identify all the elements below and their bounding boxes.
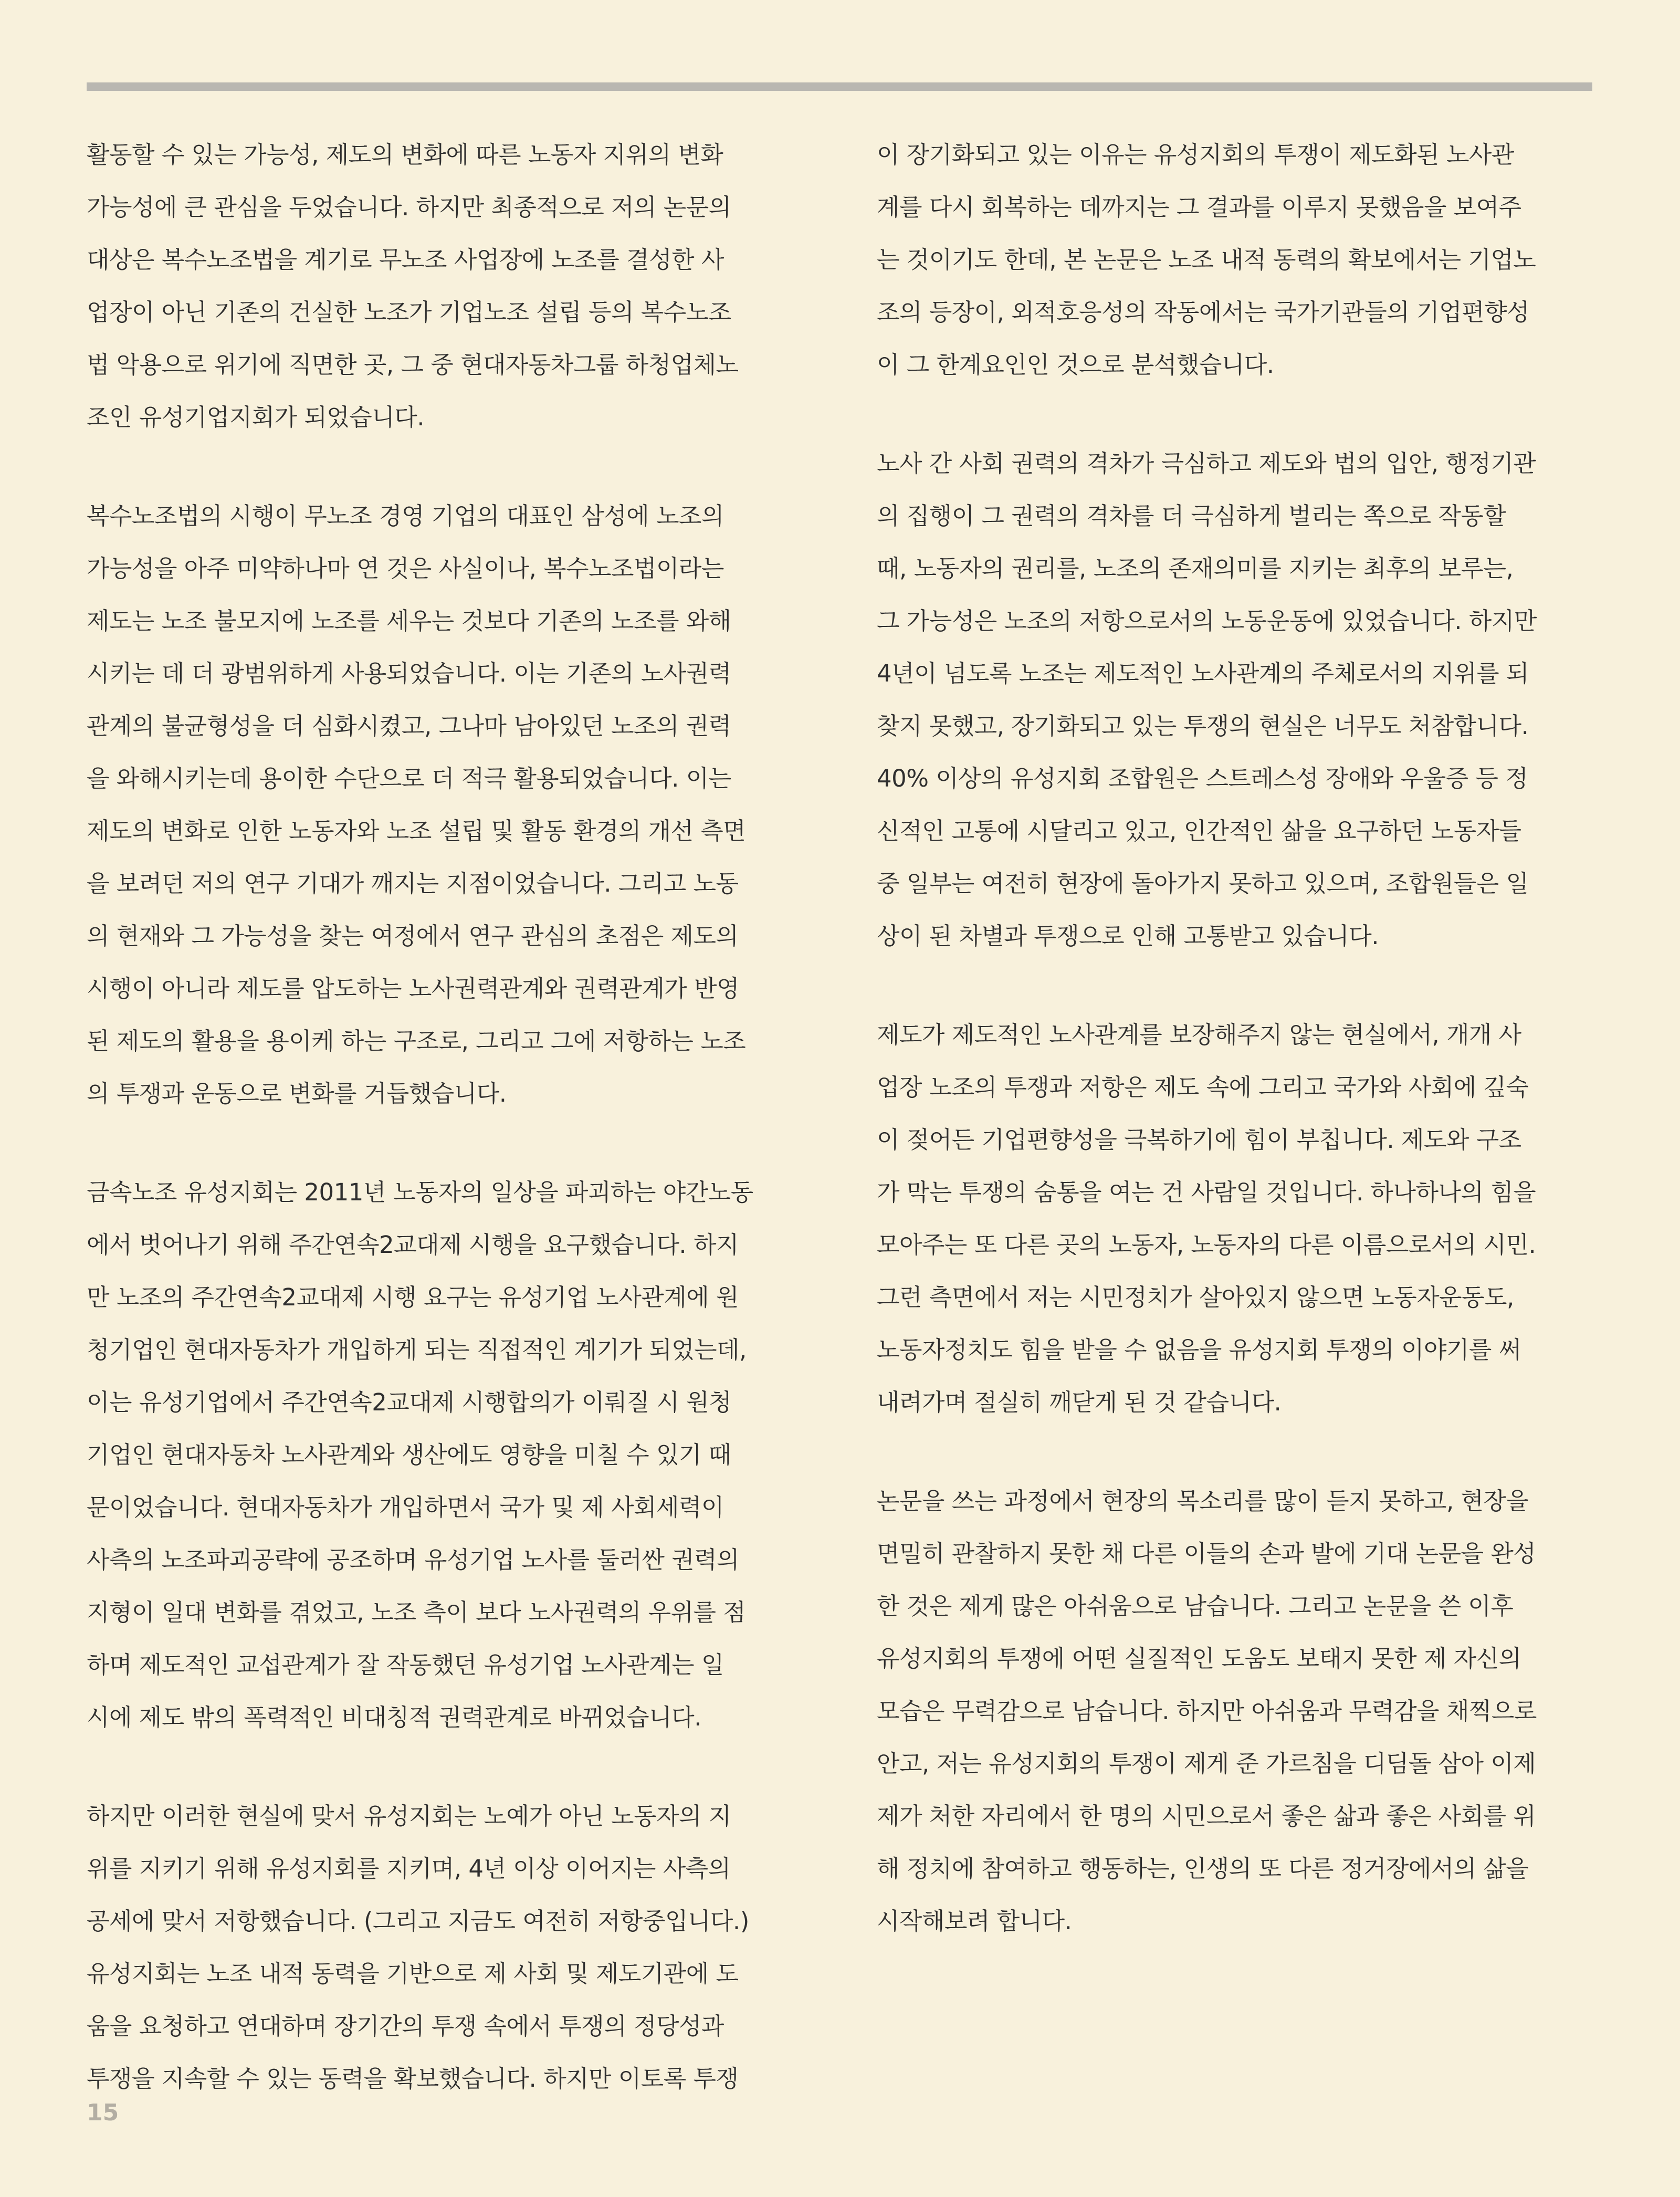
text-line: 논문을 쓰는 과정에서 현장의 목소리를 많이 듣지 못하고, 현장을 bbox=[877, 1487, 1529, 1515]
text-line: 대상은 복수노조법을 계기로 무노조 사업장에 노조를 결성한 사 bbox=[87, 246, 724, 274]
text-line: 의 현재와 그 가능성을 찾는 여정에서 연구 관심의 초점은 제도의 bbox=[87, 922, 739, 950]
text-line: 시작해보려 합니다. bbox=[877, 1907, 1072, 1935]
text-line: 업장 노조의 투쟁과 저항은 제도 속에 그리고 국가와 사회에 깊숙 bbox=[877, 1073, 1529, 1101]
paragraph bbox=[877, 129, 1596, 391]
text-line: 해 정치에 참여하고 행동하는, 인생의 또 다른 정거장에서의 삶을 bbox=[877, 1855, 1529, 1882]
text-line: 면밀히 관찰하지 못한 채 다른 이들의 손과 발에 기대 논문을 완성 bbox=[877, 1540, 1536, 1567]
paragraph bbox=[877, 1475, 1596, 1948]
text-line: 시에 제도 밖의 폭력적인 비대칭적 권력관계로 바뀌었습니다. bbox=[87, 1703, 701, 1731]
text-line: 이 젖어든 기업편향성을 극복하기에 힘이 부칩니다. 제도와 구조 bbox=[877, 1126, 1521, 1154]
text-line: 가능성을 아주 미약하나마 연 것은 사실이나, 복수노조법이라는 bbox=[87, 555, 724, 582]
text-line: 움을 요청하고 연대하며 장기간의 투쟁 속에서 투쟁의 정당성과 bbox=[87, 2012, 724, 2040]
text-line: 금속노조 유성지회는 2011년 노동자의 일상을 파괴하는 야간노동 bbox=[87, 1178, 753, 1206]
text-line: 업장이 아닌 기존의 건실한 노조가 기업노조 설립 등의 복수노조 bbox=[87, 298, 731, 326]
text-line: 가 막는 투쟁의 숨통을 여는 건 사람일 것입니다. 하나하나의 힘을 bbox=[877, 1178, 1536, 1206]
text-line: 시행이 아니라 제도를 압도하는 노사권력관계와 권력관계가 반영 bbox=[87, 975, 740, 1002]
page-number: 15 bbox=[87, 2099, 119, 2126]
text-line: 조인 유성기업지회가 되었습니다. bbox=[87, 403, 424, 431]
paragraph bbox=[87, 129, 808, 444]
text-line: 복수노조법의 시행이 무노조 경영 기업의 대표인 삼성에 노조의 bbox=[87, 502, 724, 530]
text-line: 계를 다시 회복하는 데까지는 그 결과를 이루지 못했음을 보여주 bbox=[877, 193, 1521, 221]
text-line: 을 와해시키는데 용이한 수단으로 더 적극 활용되었습니다. 이는 bbox=[87, 765, 731, 792]
text-line: 신적인 고통에 시달리고 있고, 인간적인 삶을 요구하던 노동자들 bbox=[877, 817, 1521, 845]
text-line: 위를 지키기 위해 유성지회를 지키며, 4년 이상 이어지는 사측의 bbox=[87, 1855, 731, 1882]
text-line: 제도는 노조 불모지에 노조를 세우는 것보다 기존의 노조를 와해 bbox=[87, 607, 731, 635]
text-line: 4년이 넘도록 노조는 제도적인 노사관계의 주체로서의 지위를 되 bbox=[877, 660, 1529, 687]
text-line: 공세에 맞서 저항했습니다. (그리고 지금도 여전히 저항중입니다.) bbox=[87, 1907, 749, 1935]
text-line: 는 것이기도 한데, 본 논문은 노조 내적 동력의 확보에서는 기업노 bbox=[877, 246, 1536, 274]
text-line: 문이었습니다. 현대자동차가 개입하면서 국가 및 제 사회세력이 bbox=[87, 1493, 724, 1521]
text-line: 가능성에 큰 관심을 두었습니다. 하지만 최종적으로 저의 논문의 bbox=[87, 193, 731, 221]
text-line: 하지만 이러한 현실에 맞서 유성지회는 노예가 아닌 노동자의 지 bbox=[87, 1802, 731, 1830]
text-line: 을 보려던 저의 연구 기대가 깨지는 지점이었습니다. 그리고 노동 bbox=[87, 870, 739, 897]
text-line: 활동할 수 있는 가능성, 제도의 변화에 따른 노동자 지위의 변화 bbox=[87, 141, 723, 169]
text-line: 시키는 데 더 광범위하게 사용되었습니다. 이는 기존의 노사권력 bbox=[87, 660, 731, 687]
text-line: 유성지회는 노조 내적 동력을 기반으로 제 사회 및 제도기관에 도 bbox=[87, 1960, 739, 1987]
text-line: 기업인 현대자동차 노사관계와 생산에도 영향을 미칠 수 있기 때 bbox=[87, 1441, 731, 1469]
paragraph bbox=[877, 437, 1596, 963]
header-rule bbox=[87, 82, 1592, 91]
paragraph bbox=[877, 1009, 1596, 1429]
text-line: 중 일부는 여전히 현장에 돌아가지 못하고 있으며, 조합원들은 일 bbox=[877, 870, 1529, 897]
text-line: 모습은 무력감으로 남습니다. 하지만 아쉬움과 무력감을 채찍으로 bbox=[877, 1697, 1537, 1725]
text-line: 이 그 한계요인인 것으로 분석했습니다. bbox=[877, 351, 1274, 379]
paragraph bbox=[87, 490, 808, 1120]
text-line: 40% 이상의 유성지회 조합원은 스트레스성 장애와 우울증 등 정 bbox=[877, 765, 1528, 792]
text-line: 찾지 못했고, 장기화되고 있는 투쟁의 현실은 너무도 처참합니다. bbox=[877, 712, 1529, 740]
text-line: 안고, 저는 유성지회의 투쟁이 제게 준 가르침을 디딤돌 삼아 이제 bbox=[877, 1750, 1536, 1777]
text-line: 한 것은 제게 많은 아쉬움으로 남습니다. 그리고 논문을 쓴 이후 bbox=[877, 1592, 1514, 1620]
text-line: 그런 측면에서 저는 시민정치가 살아있지 않으면 노동자운동도, bbox=[877, 1283, 1514, 1311]
text-line: 조의 등장이, 외적호응성의 작동에서는 국가기관들의 기업편향성 bbox=[877, 298, 1530, 326]
text-line: 청기업인 현대자동차가 개입하게 되는 직접적인 계기가 되었는데, bbox=[87, 1336, 747, 1364]
paragraph bbox=[87, 1166, 808, 1744]
text-line: 유성지회의 투쟁에 어떤 실질적인 도움도 보태지 못한 제 자신의 bbox=[877, 1645, 1521, 1672]
text-line: 제도가 제도적인 노사관계를 보장해주지 않는 현실에서, 개개 사 bbox=[877, 1021, 1521, 1049]
text-line: 법 악용으로 위기에 직면한 곳, 그 중 현대자동차그룹 하청업체노 bbox=[87, 351, 739, 379]
text-line: 내려가며 절실히 깨닫게 된 것 같습니다. bbox=[877, 1388, 1282, 1416]
text-line: 노동자정치도 힘을 받을 수 없음을 유성지회 투쟁의 이야기를 써 bbox=[877, 1336, 1521, 1364]
text-line: 하며 제도적인 교섭관계가 잘 작동했던 유성기업 노사관계는 일 bbox=[87, 1651, 724, 1679]
text-line: 그 가능성은 노조의 저항으로서의 노동운동에 있었습니다. 하지만 bbox=[877, 607, 1537, 635]
text-line: 에서 벗어나기 위해 주간연속2교대제 시행을 요구했습니다. 하지 bbox=[87, 1231, 739, 1259]
text-line: 지형이 일대 변화를 겪었고, 노조 측이 보다 노사권력의 우위를 점 bbox=[87, 1598, 746, 1626]
text-line: 제가 처한 자리에서 한 명의 시민으로서 좋은 삶과 좋은 사회를 위 bbox=[877, 1802, 1536, 1830]
text-line: 사측의 노조파괴공략에 공조하며 유성기업 노사를 둘러싼 권력의 bbox=[87, 1546, 740, 1574]
paragraph bbox=[87, 1790, 808, 2105]
right-column bbox=[877, 129, 1596, 1994]
text-line: 이 장기화되고 있는 이유는 유성지회의 투쟁이 제도화된 노사관 bbox=[877, 141, 1514, 169]
text-line: 노사 간 사회 권력의 격차가 극심하고 제도와 법의 입안, 행정기관 bbox=[877, 449, 1536, 477]
text-line: 의 투쟁과 운동으로 변화를 거듭했습니다. bbox=[87, 1080, 507, 1107]
text-line: 모아주는 또 다른 곳의 노동자, 노동자의 다른 이름으로서의 시민. bbox=[877, 1231, 1536, 1259]
text-line: 상이 된 차별과 투쟁으로 인해 고통받고 있습니다. bbox=[877, 922, 1379, 950]
text-line: 관계의 불균형성을 더 심화시켰고, 그나마 남아있던 노조의 권력 bbox=[87, 712, 731, 740]
text-line: 제도의 변화로 인한 노동자와 노조 설립 및 활동 환경의 개선 측면 bbox=[87, 817, 746, 845]
text-line: 때, 노동자의 권리를, 노조의 존재의미를 지키는 최후의 보루는, bbox=[877, 555, 1514, 582]
text-line: 이는 유성기업에서 주간연속2교대제 시행합의가 이뤄질 시 원청 bbox=[87, 1388, 732, 1416]
left-column bbox=[87, 129, 808, 2151]
text-line: 만 노조의 주간연속2교대제 시행 요구는 유성기업 노사관계에 원 bbox=[87, 1283, 739, 1311]
text-line: 투쟁을 지속할 수 있는 동력을 확보했습니다. 하지만 이토록 투쟁 bbox=[87, 2065, 739, 2093]
text-line: 된 제도의 활용을 용이케 하는 구조로, 그리고 그에 저항하는 노조 bbox=[87, 1027, 746, 1055]
text-line: 의 집행이 그 권력의 격차를 더 극심하게 벌리는 쪽으로 작동할 bbox=[877, 502, 1506, 530]
